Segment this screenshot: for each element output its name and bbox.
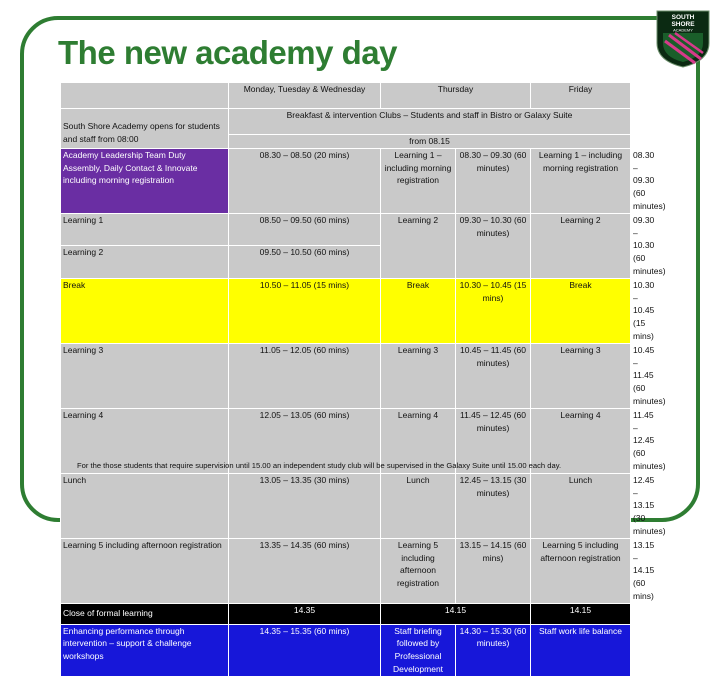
enhancing-thu-a: Staff briefing followed by Professional Development <box>381 624 456 676</box>
learning4-label: Learning 4 <box>61 408 229 473</box>
close-label: Close of formal learning <box>61 603 229 624</box>
enhancing-fri: Staff work life balance <box>531 624 631 676</box>
leadership-label: Academy Leadership Team Duty Assembly, Daily Contact & Innovate including morning registration <box>61 148 229 213</box>
learning1-mtw: 08.50 – 09.50 (60 mins) <box>229 213 381 245</box>
break-mtw: 10.50 – 11.05 (15 mins) <box>229 278 381 343</box>
break-row: Break 10.50 – 11.05 (15 mins) Break 10.30 – 10.45 (15 mins) Break 10.30 – 10.45 (15 mins) <box>61 278 631 343</box>
header-friday: Friday <box>531 83 631 109</box>
learning5-thu-b: 13.15 – 14.15 (60 mins) <box>456 538 531 603</box>
breakfast-clubs: Breakfast & intervention Clubs – Students and staff in Bistro or Galaxy Suite <box>229 109 631 135</box>
lunch-label: Lunch <box>61 473 229 538</box>
break-thu-b: 10.30 – 10.45 (15 mins) <box>456 278 531 343</box>
learning3-thu-a: Learning 3 <box>381 343 456 408</box>
learning5-fri-a: Learning 5 including afternoon registration <box>531 538 631 603</box>
reg-fri-a: Learning 1 – including morning registration <box>531 148 631 213</box>
close-thu: 14.15 <box>381 603 531 624</box>
learning3-thu-b: 10.45 – 11.45 (60 minutes) <box>456 343 531 408</box>
learning1-thu-a: Learning 2 <box>381 213 456 278</box>
learning3-fri-a: Learning 3 <box>531 343 631 408</box>
lunch-thu-a: Lunch <box>381 473 456 538</box>
break-thu-a: Break <box>381 278 456 343</box>
learning4-thu-b: 11.45 – 12.45 (60 minutes) <box>456 408 531 473</box>
lunch-row: Lunch 13.05 – 13.35 (30 mins) Lunch 12.45 – 13.15 (30 minutes) Lunch 12.45 – 13.15 (30 minutes) <box>61 473 631 538</box>
learning1-label: Learning 1 <box>61 213 229 245</box>
lunch-fri-a: Lunch <box>531 473 631 538</box>
logo-text-1: SOUTH <box>671 14 695 21</box>
academy-logo <box>655 9 711 69</box>
logo-text-2: SHORE <box>671 21 695 28</box>
reg-mtw-time: 08.30 – 08.50 (20 mins) <box>229 148 381 213</box>
break-label: Break <box>61 278 229 343</box>
learning4-thu-a: Learning 4 <box>381 408 456 473</box>
learning2-label: Learning 2 <box>61 246 229 279</box>
logo-text-3: ACADEMY <box>673 27 693 33</box>
slide-title: The new academy day <box>58 34 397 71</box>
learning5-row: Learning 5 including afternoon registration 13.35 – 14.35 (60 mins) Learning 5 including afternoon registration 13.15 – 14.15 (60 mins) Learning 5 including afternoon registration 13.15 – 14.15 (60 mins) <box>61 538 631 603</box>
enhancing-row <box>61 624 631 676</box>
learning4-fri-a: Learning 4 <box>531 408 631 473</box>
learning5-mtw: 13.35 – 14.35 (60 mins) <box>229 538 381 603</box>
learning4-mtw: 12.05 – 13.05 (60 mins) <box>229 408 381 473</box>
footnote: For the those students that require supervision until 15.00 an independent study club will be supervised in the Galaxy Suite until 15.00 each day. <box>77 461 562 470</box>
close-row <box>61 603 631 624</box>
learning3-row: Learning 3 11.05 – 12.05 (60 mins) Learning 3 10.45 – 11.45 (60 minutes) Learning 3 10.45 – 11.45 (60 minutes) <box>61 343 631 408</box>
timetable <box>60 82 666 677</box>
close-mtw: 14.35 <box>229 603 381 624</box>
close-fri: 14.15 <box>531 603 631 624</box>
enhancing-label: Enhancing performance through intervention – support & challenge workshops <box>61 624 229 676</box>
from-time: from 08.15 <box>229 135 631 149</box>
lunch-mtw: 13.05 – 13.35 (30 mins) <box>229 473 381 538</box>
learning2-mtw: 09.50 – 10.50 (60 mins) <box>229 246 381 279</box>
header-row <box>61 83 631 109</box>
reg-thu-a: Learning 1 – including morning registration <box>381 148 456 213</box>
learning1-row: Learning 1 08.50 – 09.50 (60 mins) Learning 2 09.30 – 10.30 (60 minutes) Learning 2 09.30 – 10.30 (60 minutes) <box>61 213 631 245</box>
learning3-mtw: 11.05 – 12.05 (60 mins) <box>229 343 381 408</box>
opens-label: South Shore Academy opens for students and staff from 08:00 <box>61 109 229 149</box>
enhancing-thu-b: 14.30 – 15.30 (60 minutes) <box>456 624 531 676</box>
header-thursday: Thursday <box>381 83 531 109</box>
reg-thu-b: 08.30 – 09.30 (60 minutes) <box>456 148 531 213</box>
enhancing-mtw: 14.35 – 15.35 (60 mins) <box>229 624 381 676</box>
learning1-fri-a: Learning 2 <box>531 213 631 278</box>
learning4-row: Learning 4 12.05 – 13.05 (60 mins) Learning 4 11.45 – 12.45 (60 minutes) Learning 4 11.45 – 12.45 (60 minutes) <box>61 408 631 473</box>
header-mtw: Monday, Tuesday & Wednesday <box>229 83 381 109</box>
break-fri-a: Break <box>531 278 631 343</box>
registration-row: Academy Leadership Team Duty Assembly, Daily Contact & Innovate including morning registration 08.30 – 08.50 (20 mins) Learning 1 – including morning registration 08.30 – 09.30 (60 minutes) Learning 1 – including morning registration 08.30 – 09.30 (60 minutes) <box>61 148 631 213</box>
learning1-thu-b: 09.30 – 10.30 (60 minutes) <box>456 213 531 278</box>
learning5-label: Learning 5 including afternoon registration <box>61 538 229 603</box>
opens-row <box>61 109 631 135</box>
header-empty <box>61 83 229 109</box>
learning5-thu-a: Learning 5 including afternoon registration <box>381 538 456 603</box>
lunch-thu-b: 12.45 – 13.15 (30 minutes) <box>456 473 531 538</box>
learning3-label: Learning 3 <box>61 343 229 408</box>
